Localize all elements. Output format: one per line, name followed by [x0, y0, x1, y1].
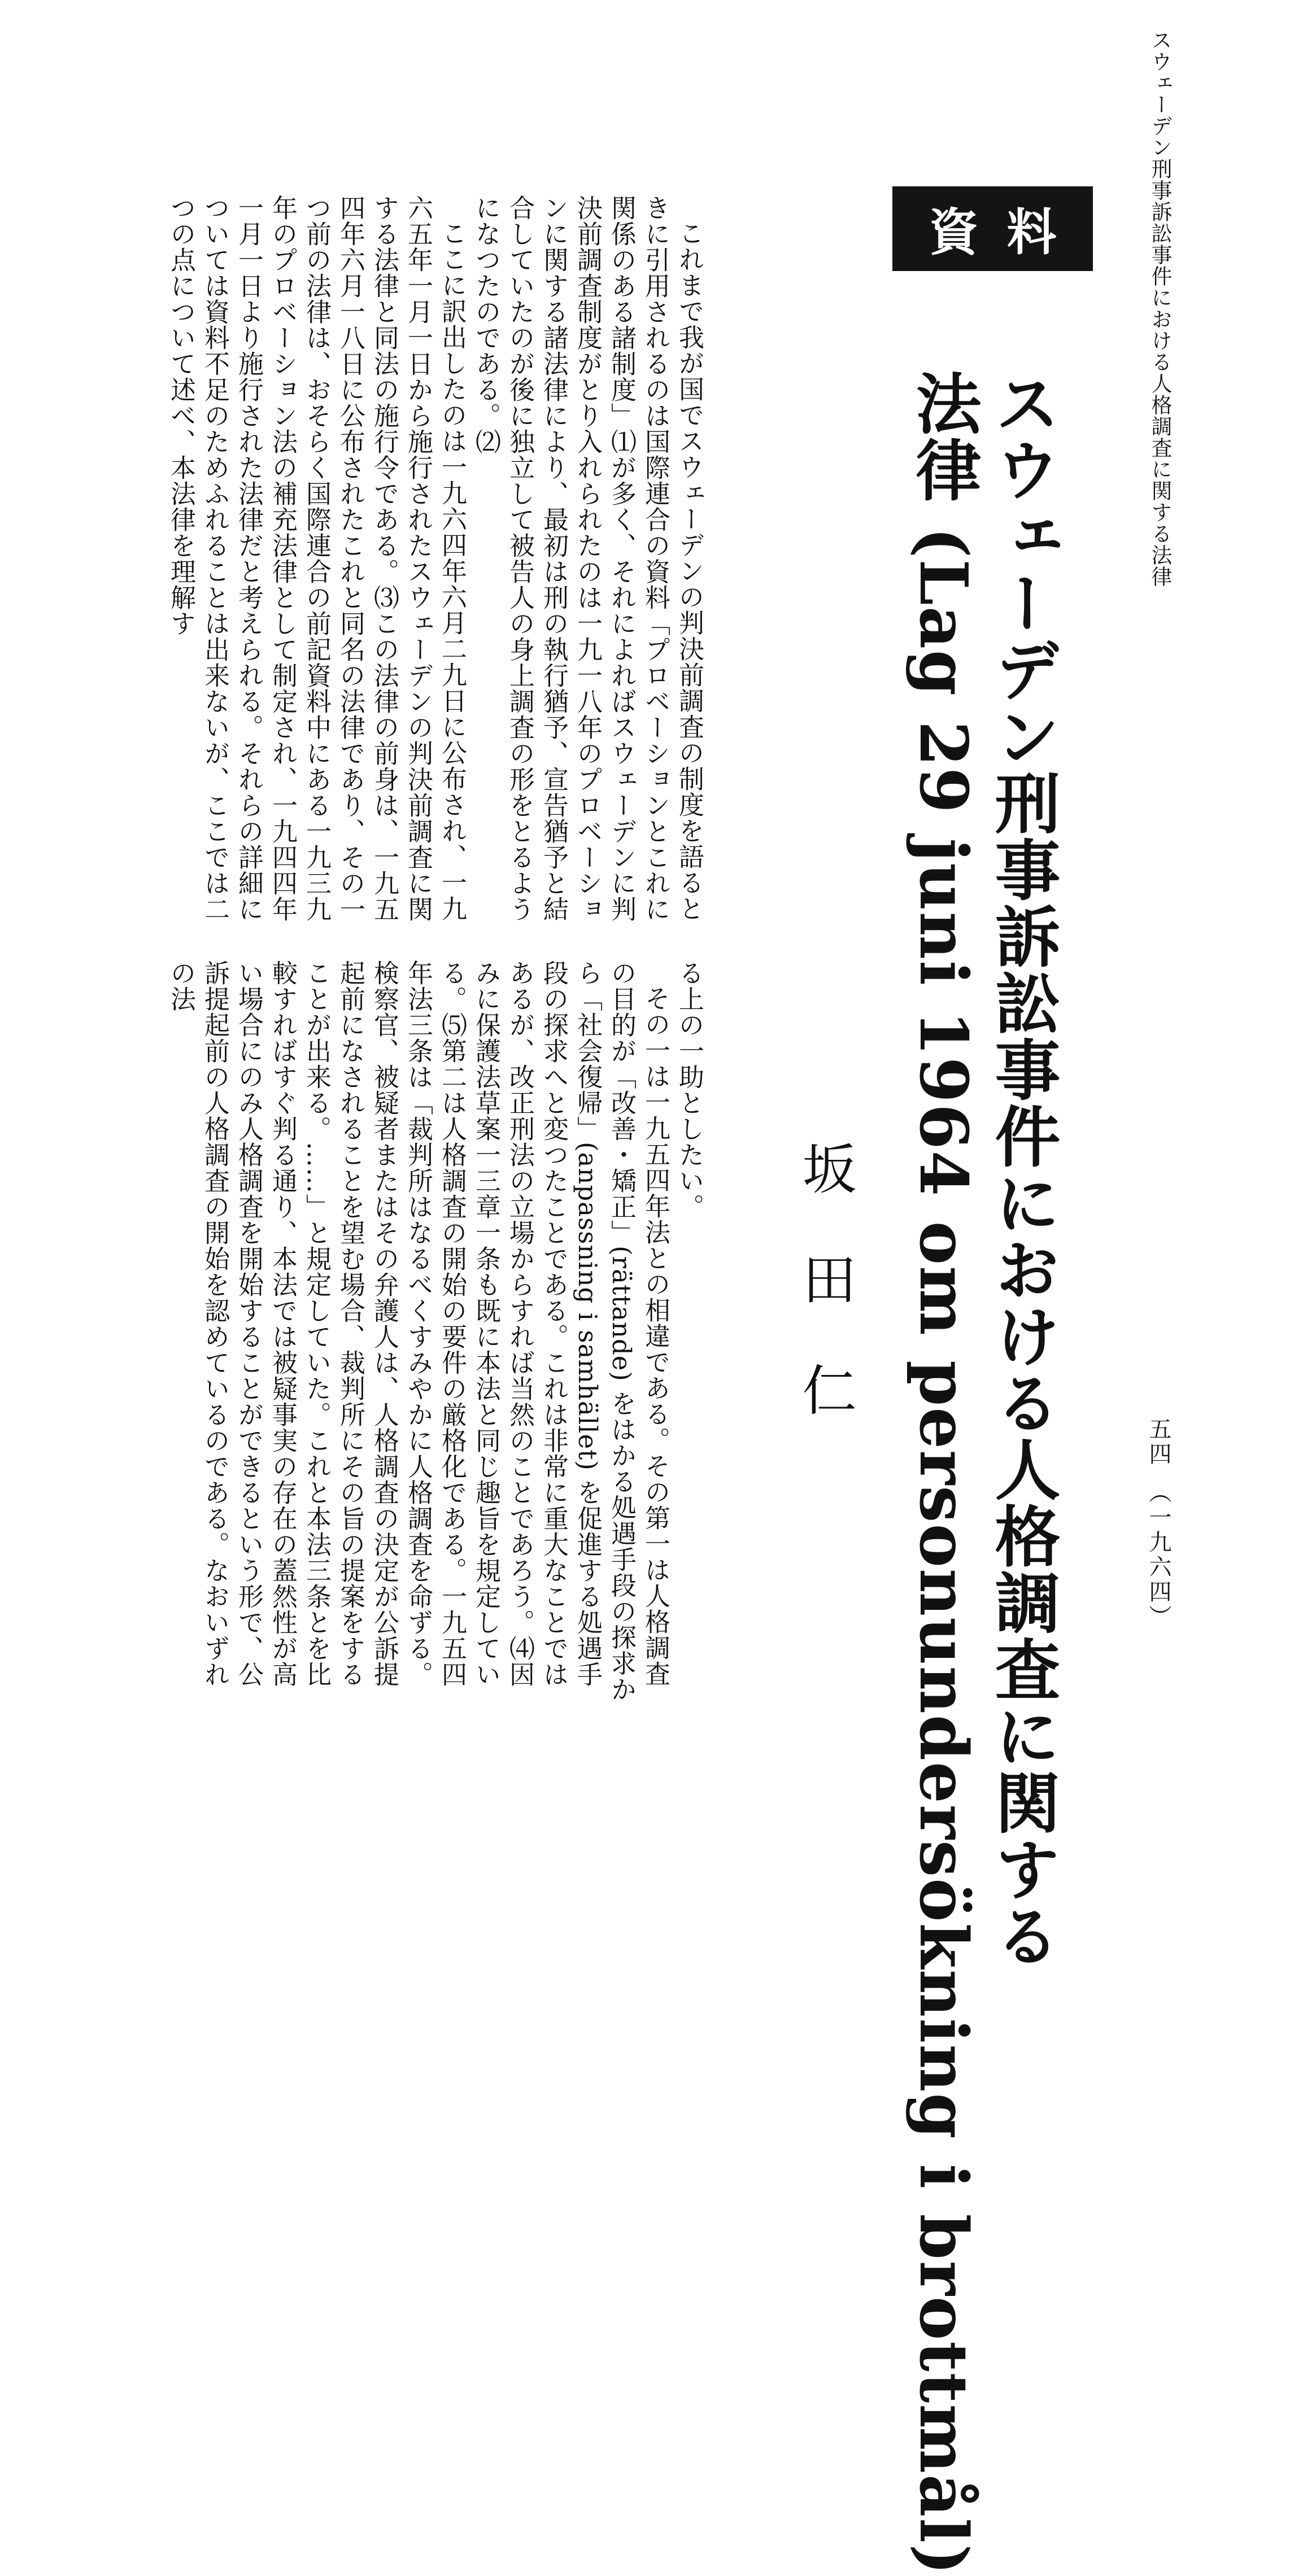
article-title [904, 370, 1062, 2576]
paragraph: る上の一助としたい。 [674, 960, 704, 1220]
title-line-1: スウェーデン刑事訴訟事件における人格調査に関する [984, 370, 1061, 1969]
running-head: スウェーデン刑事訴訟事件における人格調査に関する法律 [1148, 29, 1172, 587]
author-name: 坂田仁 [794, 1141, 857, 1473]
paragraph: これまで我が国でスウェーデンの判決前調査の制度を語るときに引用されるのは国際連合の資料「プロベーションとこれに関係のある諸制度」⑴が多く、それによればスウェーデンに判決前調査制度がとり入れられたのは一九一八年のプロベーションに関する諸法律により、最初は刑の執行猶予、宣告猶予と結合していたのが後に独立して被告人の身上調査の形をとるようになつたのである。⑵ [471, 195, 704, 922]
page-number: 五四 （一九六四） [1145, 1417, 1171, 1630]
title-line-2: 法律 (Lag 29 juni 1964 om personundersökning i brottmål) [905, 370, 982, 2576]
body-text-upper [164, 195, 706, 935]
section-label: 資料 [892, 186, 1093, 271]
body-text-lower [164, 960, 706, 1705]
paragraph: ここに訳出したのは一九六四年六月二九日に公布され、一九六五年一月一日から施行されたスウェーデンの判決前調査に関する法律と同法の施行令である。⑶この法律の前身は、一九五四年六月一八日に公布されたこれと同名の法律であり、その一つ前の法律は、おそらく国際連合の前記資料中にある一九三九年のプロベーション法の補充法律として制定され、一九四四年一月一日より施行された法律だと考えられる。それらの詳細については資料不足のためふれることは出来ないが、ここでは二つの点について述べ、本法律を理解す [166, 195, 467, 922]
paragraph: その一は一九五四年法との相違である。その第一は人格調査の目的が「改善・矯正」(rättande) をはかる処遇手段の探求から「社会復帰」(anpassning i samhället) を促進する処遇手段の探求へと変つたことである。これは非常に重大なことではあるが、改正刑法の立場からすれば当然のことであろう。⑷因みに保護法草案一三章一条も既に本法と同じ趣旨を規定している。⑸第二は人格調査の開始の要件の厳格化である。一九五四年法三条は「裁判所はなるべくすみやかに人格調査を命ずる。検察官、被疑者またはその弁護人は、人格調査の決定が公訴提起前になされることを望む場合、裁判所にその旨の提案をすることが出来る。……」と規定していた。これと本法三条とを比較すればすぐ判る通り、本法では被疑事実の存在の蓋然性が高い場合にのみ人格調査を開始することができるという形で、公訴提起前の人格調査の開始を認めているのである。なおいずれの法 [166, 960, 670, 1702]
